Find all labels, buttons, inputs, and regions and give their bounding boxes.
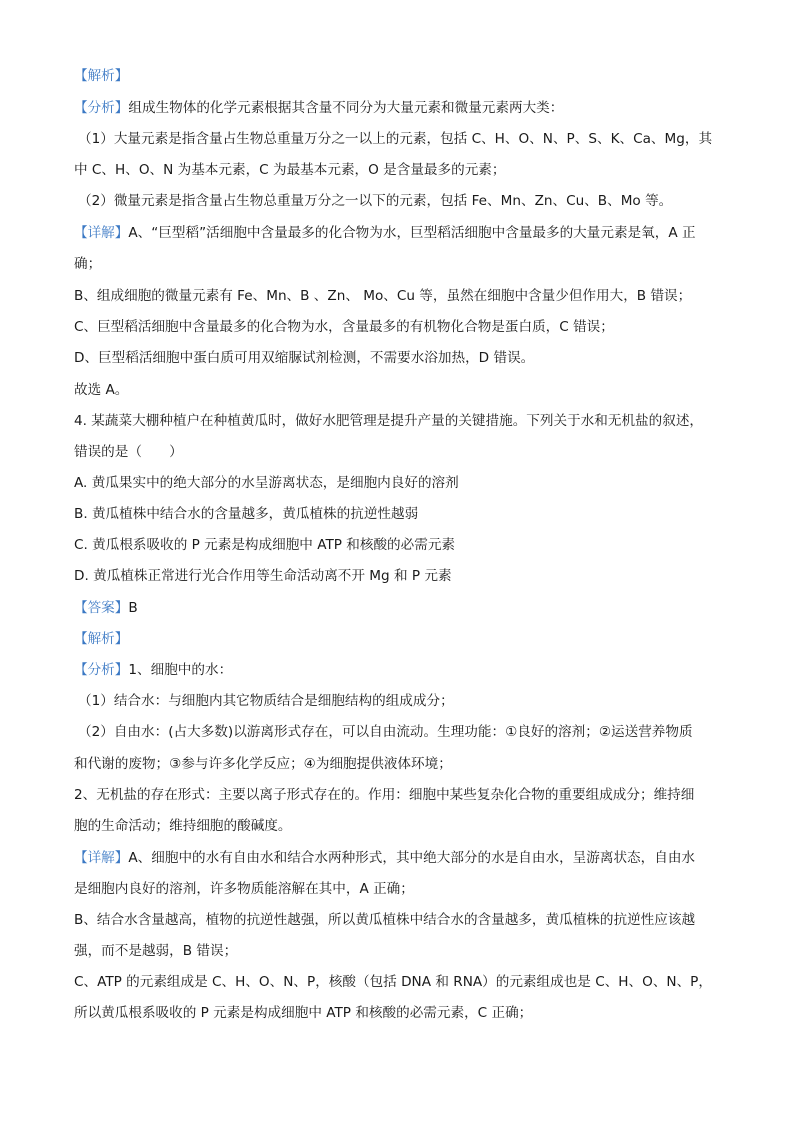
text-line: 所以黄瓜根系吸收的 P 元素是构成细胞中 ATP 和核酸的必需元素，C 正确； <box>74 1005 533 1021</box>
text-line: 2、无机盐的存在形式：主要以离子形式存在的。作用：细胞中某些复杂化合物的重要组成成分；维持细 <box>74 787 695 803</box>
text-line: 是细胞内良好的溶剂，许多物质能溶解在其中，A 正确； <box>74 881 414 897</box>
text-line: 故选 A。 <box>74 382 129 398</box>
text-line: 胞的生命活动；维持细胞的酸碱度。 <box>74 818 292 834</box>
text-line: 【分析】组成生物体的化学元素根据其含量不同分为大量元素和微量元素两大类： <box>74 100 564 116</box>
text-line: B、组成细胞的微量元素有 Fe、Mn、B 、Zn、 Mo、Cu 等，虽然在细胞中含量少但作用大，B 错误； <box>74 288 692 304</box>
text-line: （1）结合水：与细胞内其它物质结合是细胞结构的组成成分； <box>78 693 454 709</box>
text-line: 和代谢的废物；③参与许多化学反应；④为细胞提供液体环境； <box>74 756 452 772</box>
text-line: 强，而不是越弱，B 错误； <box>74 943 238 959</box>
text-line: 【详解】A、“巨型稻”活细胞中含量最多的化合物为水，巨型稻活细胞中含量最多的大量元素是氧，A 正 <box>74 225 696 241</box>
question-stem: 4. 某蔬菜大棚种植户在种植黄瓜时，做好水肥管理是提升产量的关键措施。下列关于水和无机盐的叙述， <box>74 413 704 429</box>
option-a: A. 黄瓜果实中的绝大部分的水呈游离状态，是细胞内良好的溶剂 <box>74 475 459 491</box>
answer-line: 【答案】B <box>74 600 138 616</box>
option-b: B. 黄瓜植株中结合水的含量越多，黄瓜植株的抗逆性越弱 <box>74 506 419 522</box>
text-line: 【详解】A、细胞中的水有自由水和结合水两种形式，其中绝大部分的水是自由水，呈游离状态，自由水 <box>74 850 696 866</box>
question-stem: 错误的是（ ） <box>74 444 183 460</box>
text-line: （2）自由水：(占大多数)以游离形式存在，可以自由流动。生理功能：①良好的溶剂；②运送营养物质 <box>78 724 693 740</box>
option-d: D. 黄瓜植株正常进行光合作用等生命活动离不开 Mg 和 P 元素 <box>74 568 452 584</box>
text-line: （2）微量元素是指含量占生物总重量万分之一以下的元素，包括 Fe、Mn、Zn、Cu、B、Mo 等。 <box>78 193 673 209</box>
text-line: C、ATP 的元素组成是 C、H、O、N、P，核酸（包括 DNA 和 RNA）的元素组成也是 C、H、O、N、P， <box>74 974 712 990</box>
text-line: B、结合水含量越高，植物的抗逆性越强，所以黄瓜植株中结合水的含量越多，黄瓜植株的抗逆性应该越 <box>74 912 696 928</box>
section-heading-analysis: 【解析】 <box>74 68 129 84</box>
option-c: C. 黄瓜根系吸收的 P 元素是构成细胞中 ATP 和核酸的必需元素 <box>74 537 456 553</box>
text-line: 【分析】1、细胞中的水： <box>74 662 233 678</box>
section-heading-analysis: 【解析】 <box>74 631 129 647</box>
text-line: （1）大量元素是指含量占生物总重量万分之一以上的元素，包括 C、H、O、N、P、S、K、Ca、Mg，其 <box>78 131 713 147</box>
text-line: D、巨型稻活细胞中蛋白质可用双缩脲试剂检测，不需要水浴加热，D 错误。 <box>74 350 535 366</box>
text-line: C、巨型稻活细胞中含量最多的化合物为水，含量最多的有机物化合物是蛋白质，C 错误； <box>74 319 614 335</box>
text-line: 确； <box>74 256 102 272</box>
text-line: 中 C、H、O、N 为基本元素，C 为最基本元素，O 是含量最多的元素； <box>74 162 506 178</box>
